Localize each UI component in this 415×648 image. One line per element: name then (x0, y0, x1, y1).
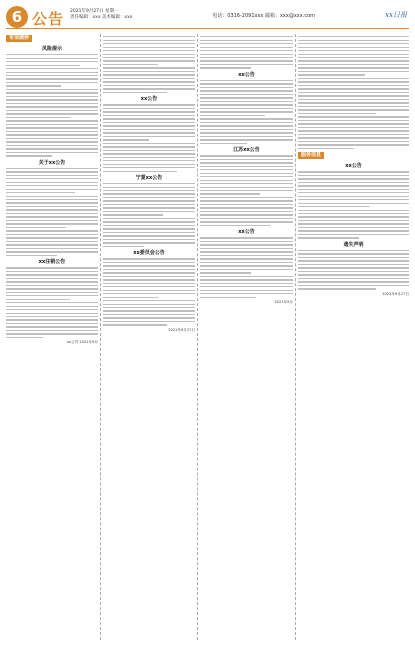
notice-body (103, 258, 195, 326)
notice-body (6, 54, 98, 156)
notice-heading: xx注销公告 (38, 259, 66, 266)
column-2 (103, 34, 195, 640)
notice-body (298, 36, 409, 149)
notice-heading: xx公告 (140, 96, 158, 103)
column-divider (100, 34, 101, 640)
notice-body (6, 168, 98, 257)
notice-heading: xx委员会公告 (133, 250, 165, 257)
notice-heading: 关于xx公告 (38, 159, 66, 166)
notice-heading: xx公告 (238, 229, 255, 236)
issue-date: 2021年9月27日 星期一 (70, 9, 119, 14)
header-rule (6, 28, 409, 29)
column-3 (200, 34, 293, 640)
notice-signature: 2021年9月27日 (382, 291, 409, 296)
notice-signature: 2021年9月27日 (168, 327, 195, 332)
column-4 (298, 34, 409, 640)
column-divider (197, 34, 198, 640)
notice-body (200, 237, 293, 298)
notice-signature: xx公司 2021年9月 (66, 340, 98, 345)
notice-body (200, 155, 293, 226)
notice-body (103, 104, 195, 172)
column-tag: 专项债券 (6, 35, 32, 42)
notice-body (200, 80, 293, 144)
column-divider (295, 34, 296, 640)
editor-credits: 责任编辑：xxx 美术编辑：xxx (70, 15, 133, 20)
notice-heading: 遗失声明 (343, 241, 364, 248)
section-title: 公告 (32, 10, 65, 28)
notice-heading: 风险提示 (41, 46, 62, 52)
notice-heading: 江苏xx公告 (233, 147, 260, 154)
notice-heading: xx公告 (345, 163, 362, 170)
column-1 (6, 34, 98, 640)
page-header (0, 0, 415, 30)
notice-body (103, 36, 195, 93)
notice-body (103, 183, 195, 247)
notice-heading: xx公告 (238, 71, 255, 78)
column-tag: 服务信息 (298, 152, 324, 159)
notice-signature: 2021年9月 (274, 300, 293, 305)
notice-body (200, 36, 293, 69)
newspaper-brand: xx日报 (385, 11, 407, 19)
page-number-badge: 6 (6, 6, 28, 28)
notice-body (298, 250, 409, 290)
notice-heading: 宁夏xx公告 (135, 174, 163, 181)
notice-body (298, 171, 409, 239)
notice-body (6, 267, 98, 338)
contact-info: 电话：0316-2091xxx 邮箱：xxx@xxx.com (212, 13, 315, 19)
